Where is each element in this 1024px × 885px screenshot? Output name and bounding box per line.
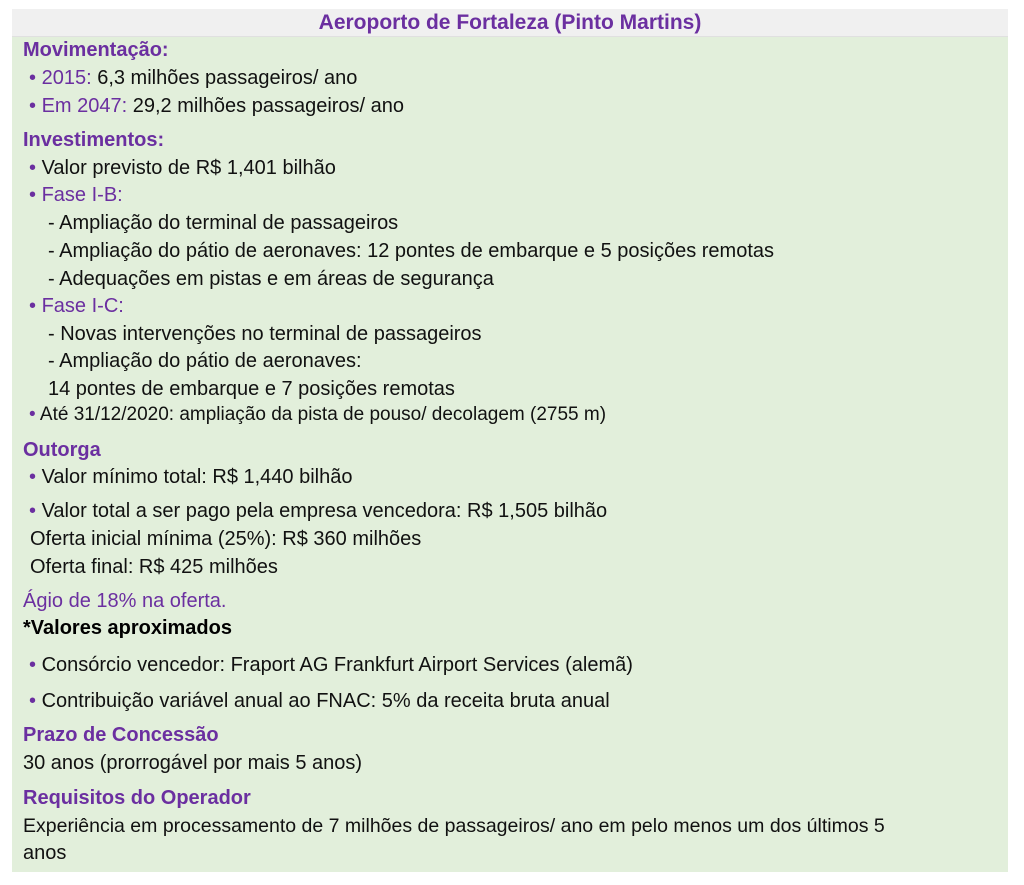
movimentacao-item-2047 [29, 94, 404, 118]
valor-text: Valor previsto de R$ 1,401 bilhão [41, 157, 336, 179]
item-value: 29,2 milhões passageiros/ ano [127, 95, 405, 117]
item-label: 2015: [41, 67, 92, 89]
bullet-icon: • [29, 654, 37, 676]
oferta-inicial: Oferta inicial mínima (25%): R$ 360 milhões [30, 528, 422, 550]
item-label: Em 2047: [41, 95, 128, 117]
fase-ic-label [29, 294, 124, 318]
fase-ic-item: - Ampliação do pátio de aeronaves: [48, 350, 362, 372]
fase-ib-label [29, 183, 123, 207]
bullet-icon: • [29, 67, 37, 89]
heading-movimentacao: Movimentação: [23, 39, 169, 61]
bullet-icon: • [29, 157, 37, 179]
minimo-text: Valor mínimo total: R$ 1,440 bilhão [41, 466, 353, 488]
ate-text: Até 31/12/2020: ampliação da pista de pouso/ decolagem (2755 m) [39, 404, 607, 425]
valores-aproximados-note: *Valores aproximados [23, 617, 232, 639]
total-text: Valor total a ser pago pela empresa vencedora: R$ 1,505 bilhão [41, 500, 608, 522]
contribuicao-text: Contribuição variável anual ao FNAC: 5% da receita bruta anual [41, 690, 610, 712]
outorga-consorcio [29, 653, 633, 677]
bullet-icon: • [29, 95, 37, 117]
fase-ic-item: - Novas intervenções no terminal de passageiros [48, 323, 482, 345]
prazo-text: 30 anos (prorrogável por mais 5 anos) [23, 752, 363, 774]
fase-ib-item: - Ampliação do pátio de aeronaves: 12 pontes de embarque e 5 posições remotas [48, 240, 775, 262]
oferta-final: Oferta final: R$ 425 milhões [30, 556, 278, 578]
heading-requisitos: Requisitos do Operador [23, 787, 251, 809]
agio-note: Ágio de 18% na oferta. [23, 590, 227, 612]
bullet-icon: • [29, 404, 36, 425]
outorga-contribuicao [29, 689, 610, 713]
heading-outorga: Outorga [23, 439, 101, 461]
requisitos-line-1: Experiência em processamento de 7 milhões de passageiros/ ano em pelo menos um dos últimos 5 [23, 815, 885, 837]
outorga-total [29, 499, 607, 523]
fase-ib-text: Fase I-B: [41, 184, 123, 206]
document-title: Aeroporto de Fortaleza (Pinto Martins) [12, 9, 1008, 37]
fase-ic-item: 14 pontes de embarque e 7 posições remotas [48, 378, 455, 400]
outorga-minimo [29, 465, 353, 489]
requisitos-line-2: anos [23, 842, 67, 864]
heading-prazo: Prazo de Concessão [23, 724, 219, 746]
bullet-icon: • [29, 690, 37, 712]
investimentos-ate [29, 403, 606, 427]
investimentos-valor [29, 156, 336, 180]
fase-ic-text: Fase I-C: [41, 295, 124, 317]
bullet-icon: • [29, 466, 37, 488]
movimentacao-item-2015 [29, 66, 357, 90]
consorcio-text: Consórcio vencedor: Fraport AG Frankfurt Airport Services (alemã) [41, 654, 633, 676]
fase-ib-item: - Ampliação do terminal de passageiros [48, 212, 399, 234]
bullet-icon: • [29, 295, 37, 317]
fase-ib-item: - Adequações em pistas e em áreas de segurança [48, 268, 494, 290]
heading-investimentos: Investimentos: [23, 129, 165, 151]
bullet-icon: • [29, 184, 37, 206]
bullet-icon: • [29, 500, 37, 522]
item-value: 6,3 milhões passageiros/ ano [91, 67, 358, 89]
